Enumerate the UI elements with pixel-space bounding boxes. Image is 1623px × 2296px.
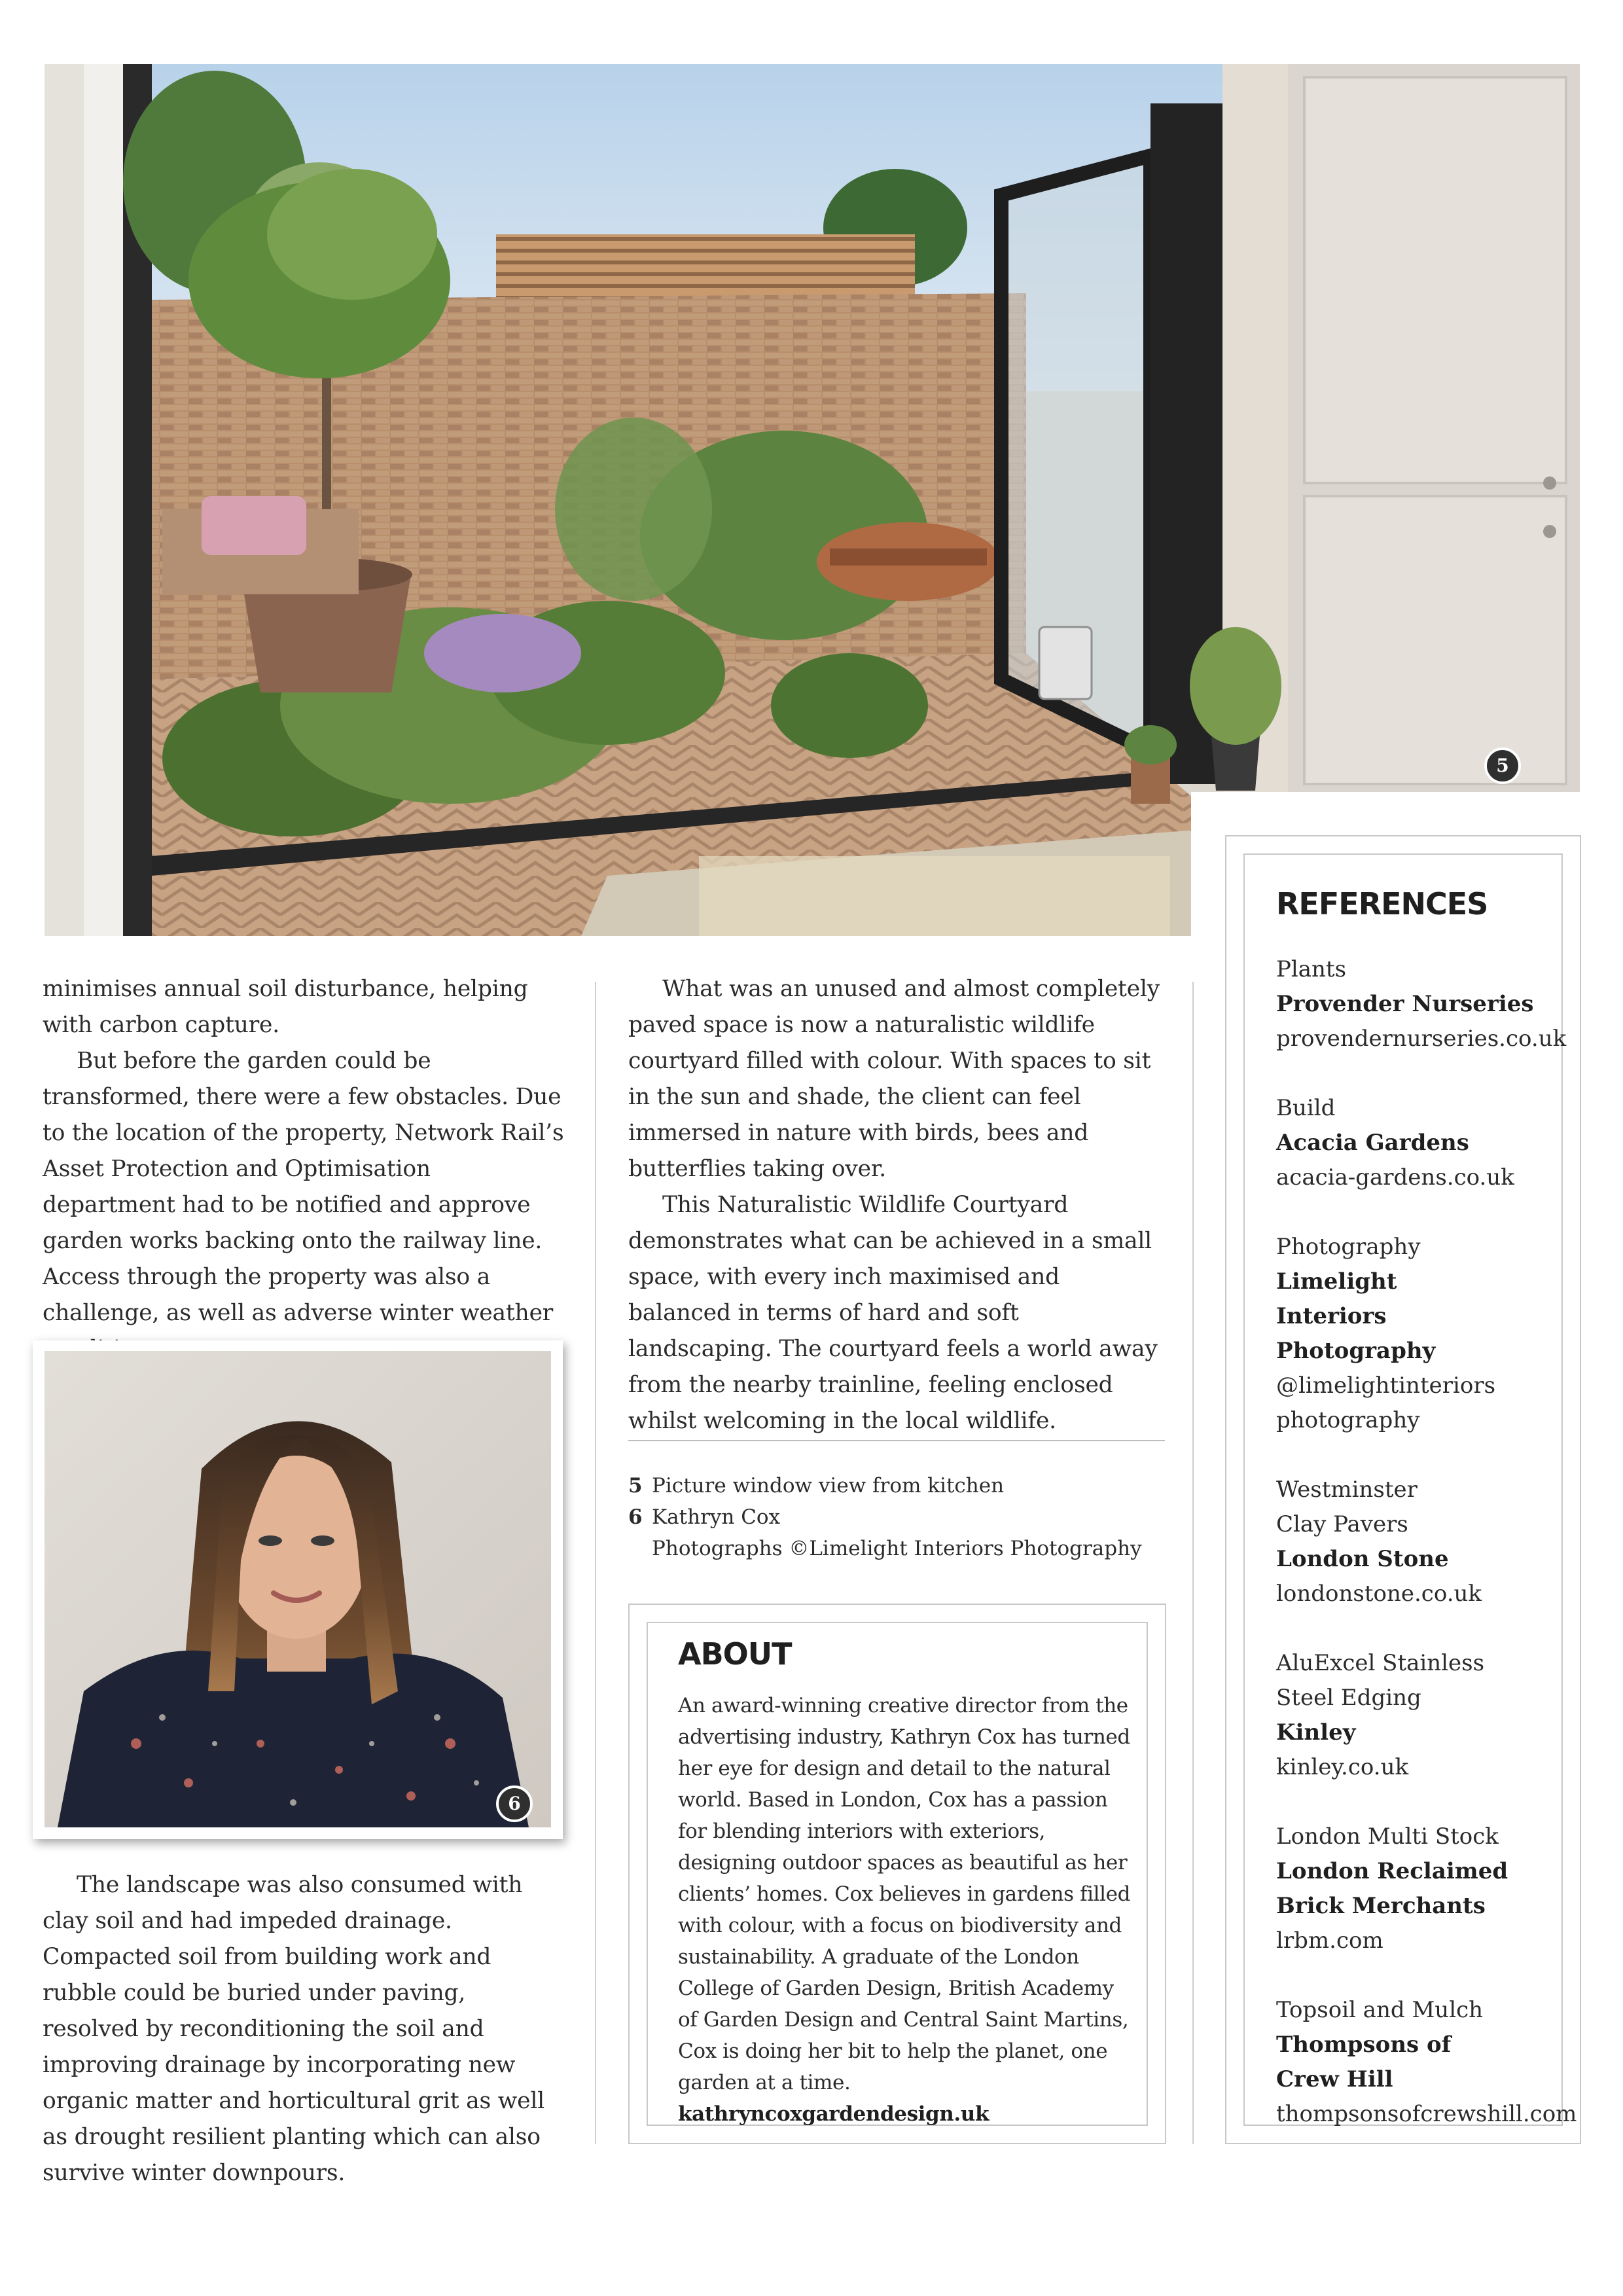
reference-item [1276,1473,1564,1611]
caption-number: 6 [628,1505,643,1529]
caption-row [628,1470,1165,1501]
reference-website[interactable]: londonstone.co.uk [1276,1581,1482,1607]
column-divider [595,982,596,2144]
photo-number-badge: 5 [1484,747,1521,784]
reference-supplier: London Reclaimed Brick Merchants [1276,1858,1508,1919]
reference-category: Photography [1276,1234,1421,1260]
reference-supplier: Provender Nurseries [1276,991,1534,1017]
reference-item [1276,1091,1564,1195]
reference-website[interactable]: thompsonsofcrewshill.com [1276,2101,1577,2127]
caption-text: Kathryn Cox [652,1505,781,1529]
reference-category: AluExcel Stainless Steel Edging [1276,1650,1485,1711]
paragraph: minimises annual soil disturbance, helping with carbon capture. [43,976,528,1038]
reference-item [1276,1993,1577,2132]
about-website-link[interactable]: kathryncoxgardendesign.uk [678,2102,990,2126]
reference-supplier: Kinley [1276,1719,1356,1746]
reference-item [1276,952,1567,1056]
portrait-photo [33,1340,563,1839]
references-heading: REFERENCES [1276,886,1488,922]
body-text-column-1-bottom [43,1867,566,2191]
reference-category: London Multi Stock [1276,1823,1499,1850]
photo-credit: Photographs ©Limelight Interiors Photography [652,1537,1142,1560]
reference-website[interactable]: kinley.co.uk [1276,1754,1409,1780]
courtyard-photo [45,64,1580,936]
reference-category: Westminster Clay Pavers [1276,1477,1418,1537]
reference-supplier: Limelight Interiors Photography [1276,1268,1436,1364]
photo-number-badge: 6 [496,1785,533,1822]
photo-captions [628,1470,1165,1564]
column-divider [1192,982,1194,2144]
caption-number: 5 [628,1474,643,1498]
reference-item [1276,1820,1564,1958]
about-text [678,1690,1136,2130]
paragraph: The landscape was also consumed with clay soil and had impeded drainage. Compacted soil from building work and rubble could be buried under paving, resolved by reconditioning the soil and improving drainage by incorporating new organic matter and horticultural grit as well as drought resilient planting which can also survive winter downpours. [43,1872,544,2186]
reference-supplier: London Stone [1276,1546,1449,1572]
reference-category: Build [1276,1095,1336,1121]
reference-supplier: Acacia Gardens [1276,1130,1469,1156]
body-text-column-2 [628,971,1165,1439]
reference-category: Plants [1276,956,1347,982]
reference-website[interactable]: @limelightinteriors photography [1276,1372,1496,1433]
caption-divider [628,1440,1165,1441]
about-heading: ABOUT [678,1636,792,1672]
reference-website[interactable]: lrbm.com [1276,1928,1383,1954]
about-paragraph: An award-winning creative director from the advertising industry, Kathryn Cox has turned her eye for design and detail to the natural world. Based in London, Cox has a passion for blending interiors with exteriors, designing outdoor spaces as beautiful as her clients’ homes. Cox believes in gardens filled with colour, with a focus on biodiversity and sustainability. A graduate of the London College of Garden Design, British Academy of Garden Design and Central Saint Martins, Cox is doing her bit to help the planet, one garden at a time. [678,1694,1131,2094]
reference-supplier: Thompsons of Crew Hill [1276,2032,1452,2092]
body-text-column-1-top [43,971,566,1367]
paragraph: This Naturalistic Wildlife Courtyard demonstrates what can be achieved in a small space, with every inch maximised and balanced in terms of hard and soft landscaping. The courtyard feels a world away from the nearby trainline, feeling enclosed whilst welcoming in the local wildlife. [628,1192,1158,1434]
reference-website[interactable]: provendernurseries.co.uk [1276,1026,1567,1052]
paragraph: What was an unused and almost completely paved space is now a naturalistic wildlife courtyard filled with colour. With spaces to sit in the sun and shade, the client can feel immersed in nature with birds, bees and butterflies taking over. [628,976,1160,1182]
references-list [1276,952,1577,2166]
reference-category: Topsoil and Mulch [1276,1997,1484,2023]
paragraph: But before the garden could be transformed, there were a few obstacles. Due to the location of the property, Network Rail’s Asset Protection and Optimisation department had to be notified and approve garden works backing onto the railway line. Access through the property was also a challenge, as well as adverse winter weather [43,1048,564,1326]
caption-text: Picture window view from kitchen [652,1474,1005,1498]
caption-row [628,1501,1165,1533]
reference-website[interactable]: acacia-gardens.co.uk [1276,1164,1514,1191]
reference-item [1276,1646,1564,1785]
reference-item [1276,1230,1564,1438]
portrait-illustration [45,1351,551,1827]
